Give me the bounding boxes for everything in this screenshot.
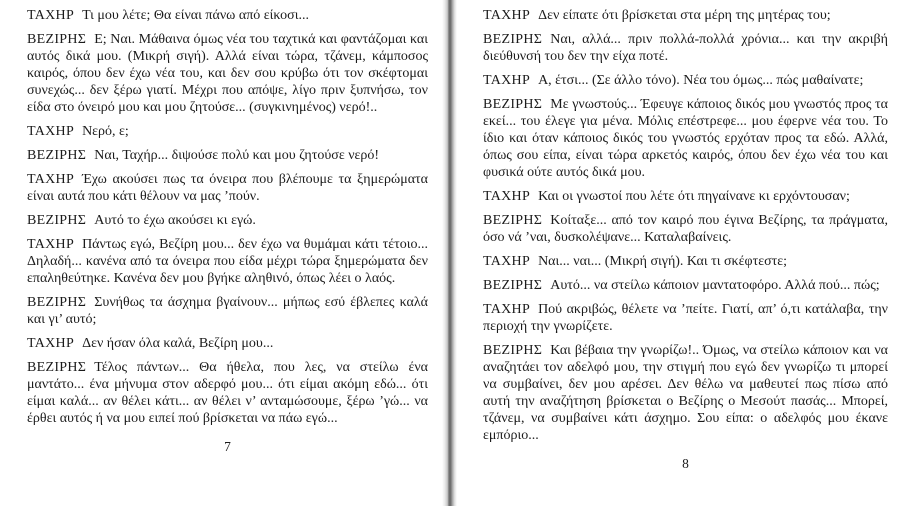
dialogue-text: Νερό, ε;	[82, 124, 129, 139]
dialogue-paragraph	[483, 212, 888, 246]
speaker-name: ΒΕΖΙΡΗΣ	[27, 32, 87, 47]
dialogue-paragraph	[483, 188, 888, 205]
dialogue-text: Συνήθως τα άσχημα βγαίνουν... μήπως εσύ έβλεπες καλά και γι’ αυτό;	[27, 295, 428, 327]
dialogue-paragraph	[483, 31, 888, 65]
speaker-name: ΤΑΧΗΡ	[483, 254, 531, 269]
speaker-name: ΤΑΧΗΡ	[27, 336, 75, 351]
speaker-name: ΒΕΖΙΡΗΣ	[483, 97, 543, 112]
speaker-name: ΒΕΖΙΡΗΣ	[483, 278, 543, 293]
dialogue-paragraph	[483, 96, 888, 181]
dialogue-text: Έχω ακούσει πως τα όνειρα που βλέπουμε τα ξημερώματα είναι αυτά που κάτι θέλουν να μας ’πούν.	[27, 172, 428, 204]
dialogue-text: Αυτό... να στείλω κάποιον μαντατοφόρο. Αλλά πού... πώς;	[550, 278, 880, 293]
dialogue-text: Πάντως εγώ, Βεζίρη μου... δεν έχω να θυμάμαι κάτι τέτοιο... Δηλαδή... κανένα από τα όνειρα που είδα μέχρι τώρα ξημερώματα δεν επαληθεύτηκε. Κανένα δεν μου βγήκε αληθινό, όπως λέει ο λαός.	[27, 237, 428, 286]
page-number: 8	[682, 456, 689, 471]
dialogue-text: Α, έτσι... (Σε άλλο τόνο). Νέα του όμως... πώς μαθαίνατε;	[538, 73, 864, 88]
speaker-name: ΒΕΖΙΡΗΣ	[27, 148, 87, 163]
page-number: 7	[224, 439, 231, 454]
dialogue-paragraph	[27, 147, 428, 164]
speaker-name: ΒΕΖΙΡΗΣ	[483, 213, 543, 228]
dialogue-text: Πού ακριβώς, θέλετε να ’πείτε. Γιατί, απ’ ό,τι κατάλαβα, την περιοχή την γνωρίζετε.	[483, 302, 888, 334]
page-8	[457, 0, 901, 506]
dialogue-paragraph	[27, 294, 428, 328]
dialogue-text: Ναι... ναι... (Μικρή σιγή). Και τι σκέφτεστε;	[538, 254, 788, 269]
speaker-name: ΒΕΖΙΡΗΣ	[27, 295, 87, 310]
speaker-name: ΒΕΖΙΡΗΣ	[27, 213, 87, 228]
dialogue-text: Τέλος πάντων... Θα ήθελα, που λες, να στείλω ένα μαντάτο... ένα μήνυμα στον αδερφό μου... ότι είμαι ακόμη εδώ... ότι είμαι καλά... αν θέλει κάτι... αν θέλει ν’ ανταμώσουμε, ξέρω ’γώ... να έρθει αυτός ή να μου ειπεί πού βρίσκεται να πάω εγώ...	[27, 360, 428, 426]
speaker-name: ΒΕΖΙΡΗΣ	[483, 343, 543, 358]
dialogue-paragraph	[483, 7, 888, 24]
dialogue-text: Δεν είπατε ότι βρίσκεται στα μέρη της μητέρας του;	[538, 8, 831, 23]
dialogue-paragraph	[483, 253, 888, 270]
dialogue-text: Και οι γνωστοί που λέτε ότι πηγαίνανε κι ερχόντουσαν;	[538, 189, 850, 204]
speaker-name: ΤΑΧΗΡ	[483, 302, 531, 317]
dialogue-paragraph	[27, 212, 428, 229]
speaker-name: ΤΑΧΗΡ	[27, 124, 75, 139]
speaker-name: ΤΑΧΗΡ	[27, 237, 75, 252]
dialogue-paragraph	[27, 171, 428, 205]
dialogue-text: Κοίταξε... από τον καιρό που έγινα Βεζίρης, τα πράγματα, όσο νά ’ναι, δυσκολέψανε... Καταλαβαίνεις.	[483, 213, 888, 245]
dialogue-text: Ναι, αλλά... πριν πολλά-πολλά χρόνια... και την ακριβή διεύθυνσή του δεν την είχα ποτέ.	[483, 32, 888, 64]
dialogue-paragraph	[483, 277, 888, 294]
page-7	[0, 0, 442, 506]
speaker-name: ΤΑΧΗΡ	[483, 189, 531, 204]
dialogue-text: Τι μου λέτε; Θα είναι πάνω από είκοσι...	[82, 8, 309, 23]
speaker-name: ΤΑΧΗΡ	[483, 73, 531, 88]
dialogue-text: Ε; Ναι. Μάθαινα όμως νέα του ταχτικά και φαντάζομαι και αυτός δικά μου. (Μικρή σιγή). Αλλά είναι τώρα, τζάνεμ, κάμποσος καιρός, όπου δεν έχω νέα του, και δεν σου κρύβω ότι τον σκέφτομαι συνεχώς... δεν ξέρω γιατί. Μέχρι που απόψε, λίγο πριν ξυπνήσω, τον είδα στο όνειρό μου και μου ζητούσε... (συγκινημένος) νερό!..	[27, 32, 428, 115]
dialogue-paragraph	[483, 72, 888, 89]
dialogue-paragraph	[27, 236, 428, 287]
dialogue-paragraph	[27, 359, 428, 427]
page-gutter-divider	[442, 0, 457, 506]
dialogue-paragraph	[483, 301, 888, 335]
dialogue-text: Ναι, Ταχήρ... διψούσε πολύ και μου ζητούσε νερό!	[94, 148, 380, 163]
dialogue-paragraph	[27, 123, 428, 140]
dialogue-text: Δεν ήσαν όλα καλά, Βεζίρη μου...	[82, 336, 274, 351]
dialogue-paragraph	[27, 7, 428, 24]
speaker-name: ΒΕΖΙΡΗΣ	[27, 360, 87, 375]
dialogue-text: Με γνωστούς... Έφευγε κάποιος δικός μου γνωστός προς τα εκεί... του έλεγε για μένα. Μόλις επέστρεφε... μου έφερνε νέα του. Το ίδιο και όταν κάποιος δικός του γνωστός ερχόταν προς τα εδώ. Αλλά, όπως σου είπα, είναι τώρα αρκετός καιρός, όπου δεν έχω νέα του και φυσικά ούτε αυτός δικά μου.	[483, 97, 888, 180]
speaker-name: ΤΑΧΗΡ	[27, 172, 75, 187]
speaker-name: ΒΕΖΙΡΗΣ	[483, 32, 543, 47]
dialogue-text: Και βέβαια την γνωρίζω!.. Όμως, να στείλω κάποιον και να αναζητάει τον αδελφό μου, την στιγμή που εγώ δεν γνωρίζω τι μπορεί να συμβαίνει, δεν μου αρέσει. Δεν θέλω να μαθευτεί πως πίσω από αυτή την αναζήτηση βρίσκεται ο Βεζίρης ο Μεσούτ πασάς... Μπορεί, τζάνεμ, να συμβαίνει κάτι άσχημο. Σου είπα: ο αδελφός μου έκανε εμπόριο...	[483, 343, 888, 443]
speaker-name: ΤΑΧΗΡ	[27, 8, 75, 23]
dialogue-paragraph	[27, 31, 428, 116]
dialogue-text: Αυτό το έχω ακούσει κι εγώ.	[94, 213, 256, 228]
dialogue-paragraph	[483, 342, 888, 444]
speaker-name: ΤΑΧΗΡ	[483, 8, 531, 23]
dialogue-paragraph	[27, 335, 428, 352]
